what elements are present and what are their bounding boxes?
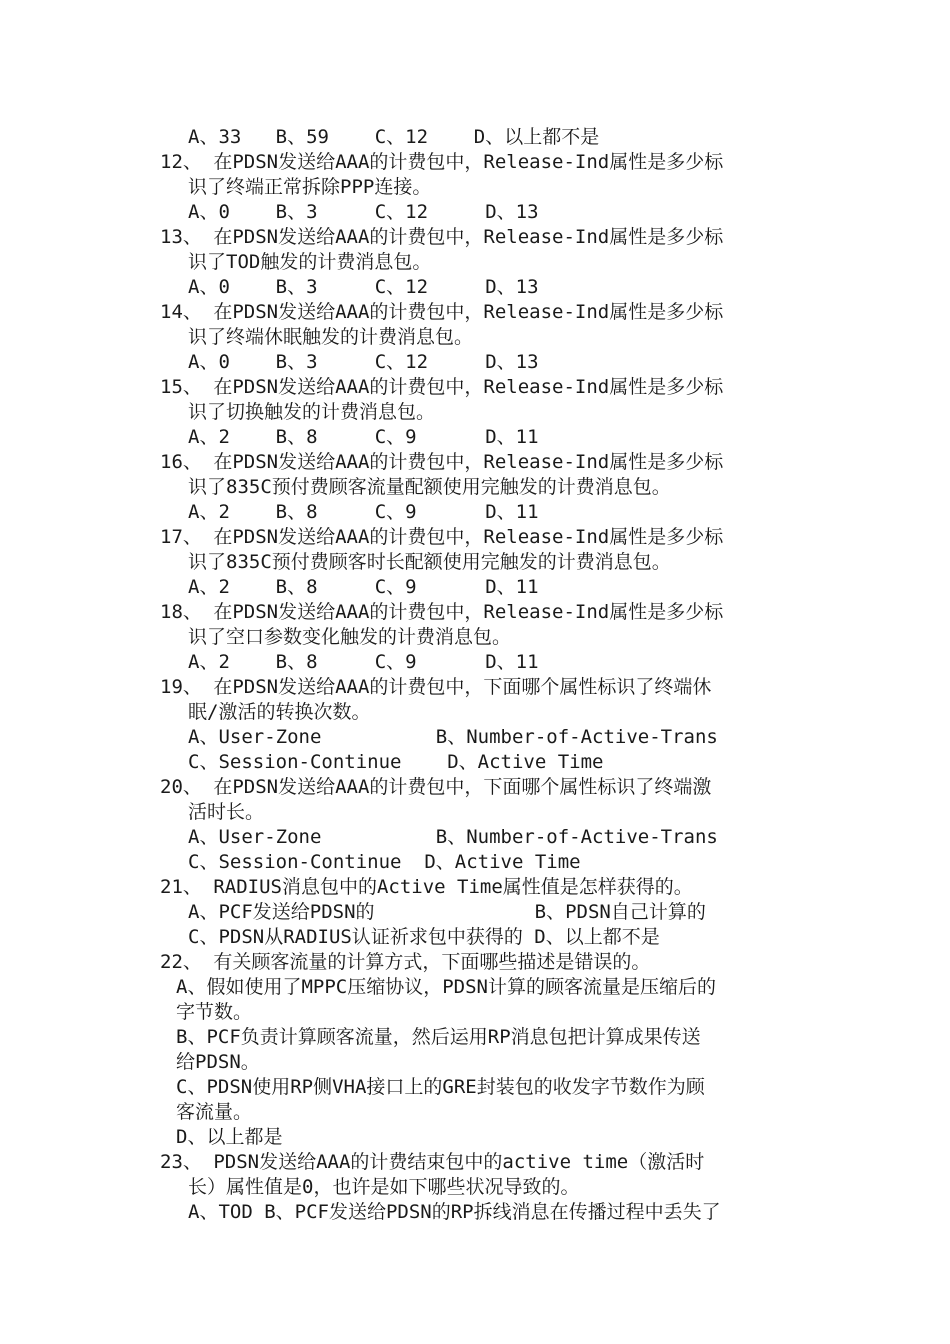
- option-line: A、User-Zone B、Number-of-Active-Trans: [188, 726, 718, 748]
- question-13: 13、 在PDSN发送给AAA的计费包中，Release-Ind属性是多少标: [160, 226, 724, 248]
- option-line: C、Session-Continue D、Active Time: [188, 751, 604, 773]
- option-line: A、TOD B、PCF发送给PDSN的RP拆线消息在传播过程中丢失了: [188, 1201, 721, 1223]
- question-line: 识了835C预付费顾客流量配额使用完触发的计费消息包。: [188, 476, 671, 498]
- question-line: 活时长。: [188, 801, 265, 823]
- option-line: A、User-Zone B、Number-of-Active-Trans: [188, 826, 718, 848]
- question-line: 识了终端正常拆除PPP连接。: [188, 176, 432, 198]
- option-line: A、0 B、3 C、12 D、13: [188, 201, 539, 223]
- option-line: C、PDSN使用RP侧VHA接口上的GRE封装包的收发字节数作为顾: [176, 1076, 705, 1098]
- option-line: A、2 B、8 C、9 D、11: [188, 651, 539, 673]
- option-line: C、PDSN从RADIUS认证祈求包中获得的 D、以上都不是: [188, 926, 660, 948]
- question-20: 20、 在PDSN发送给AAA的计费包中，下面哪个属性标识了终端激: [160, 776, 712, 798]
- option-line: A、33 B、59 C、12 D、以上都不是: [188, 126, 600, 148]
- question-line: 识了835C预付费顾客时长配额使用完触发的计费消息包。: [188, 551, 671, 573]
- option-line: A、2 B、8 C、9 D、11: [188, 501, 539, 523]
- question-21: 21、 RADIUS消息包中的Active Time属性值是怎样获得的。: [160, 876, 693, 898]
- question-16: 16、 在PDSN发送给AAA的计费包中，Release-Ind属性是多少标: [160, 451, 724, 473]
- question-line: 识了TOD触发的计费消息包。: [188, 251, 432, 273]
- option-line: A、2 B、8 C、9 D、11: [188, 576, 539, 598]
- option-line: A、假如使用了MPPC压缩协议，PDSN计算的顾客流量是压缩后的: [176, 976, 716, 998]
- question-12: 12、 在PDSN发送给AAA的计费包中，Release-Ind属性是多少标: [160, 151, 724, 173]
- option-line: A、0 B、3 C、12 D、13: [188, 276, 539, 298]
- question-line: 识了空口参数变化触发的计费消息包。: [188, 626, 512, 648]
- option-line: 客流量。: [176, 1101, 253, 1123]
- option-line: A、0 B、3 C、12 D、13: [188, 351, 539, 373]
- option-line: B、PCF负责计算顾客流量，然后运用RP消息包把计算成果传送: [176, 1026, 701, 1048]
- question-line: 识了终端休眠触发的计费消息包。: [188, 326, 474, 348]
- question-line: 识了切换触发的计费消息包。: [188, 401, 436, 423]
- question-15: 15、 在PDSN发送给AAA的计费包中，Release-Ind属性是多少标: [160, 376, 724, 398]
- question-18: 18、 在PDSN发送给AAA的计费包中，Release-Ind属性是多少标: [160, 601, 724, 623]
- question-19: 19、 在PDSN发送给AAA的计费包中，下面哪个属性标识了终端休: [160, 676, 712, 698]
- question-23: 23、 PDSN发送给AAA的计费结束包中的active time（激活时: [160, 1151, 705, 1173]
- question-line: 眠/激活的转换次数。: [188, 701, 371, 723]
- question-14: 14、 在PDSN发送给AAA的计费包中，Release-Ind属性是多少标: [160, 301, 724, 323]
- question-22: 22、 有关顾客流量的计算方式，下面哪些描述是错误的。: [160, 951, 651, 973]
- option-line: 字节数。: [176, 1001, 253, 1023]
- option-line: A、2 B、8 C、9 D、11: [188, 426, 539, 448]
- option-line: D、以上都是: [176, 1126, 283, 1148]
- question-17: 17、 在PDSN发送给AAA的计费包中，Release-Ind属性是多少标: [160, 526, 724, 548]
- option-line: A、PCF发送给PDSN的 B、PDSN自己计算的: [188, 901, 706, 923]
- question-line: 长）属性值是0，也许是如下哪些状况导致的。: [188, 1176, 580, 1198]
- option-line: C、Session-Continue D、Active Time: [188, 851, 581, 873]
- option-line: 给PDSN。: [176, 1051, 260, 1073]
